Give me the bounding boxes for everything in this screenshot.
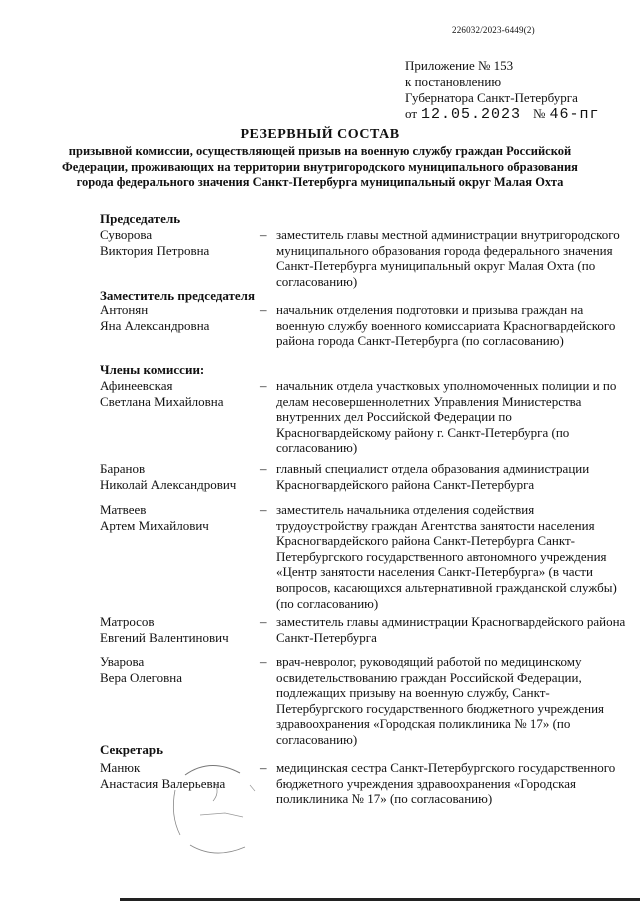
person-3-duty: начальник отдела участковых уполномоченных полиции и по делам несовершеннолетних Управления Министерства внутренних дел Российской Федерации по Красногвардейскому району г. Санкт-Петербурга (по согласованию) (276, 378, 617, 456)
person-7-duty: врач-невролог, руководящий работой по медицинскому освидетельствованию граждан Российской Федерации, подлежащих призыву на военную службу, Санкт-Петербургского государственного бюджетного учреждения здравоохранения «Городская поликлиника № 17» (по согласованию) (276, 654, 605, 747)
dash: – (260, 378, 267, 393)
dash: – (260, 302, 267, 317)
page-title: РЕЗЕРВНЫЙ СОСТАВ (240, 127, 400, 142)
document-number: 226032/2023-6449(2) (452, 25, 535, 35)
appendix-line-1: Приложение № 153 (405, 58, 514, 73)
person-surname: Матросов (100, 614, 155, 629)
section-chairman: Председатель (100, 211, 181, 226)
person-1 (100, 227, 209, 259)
dash: – (260, 614, 267, 629)
person-4 (100, 461, 236, 493)
bottom-scan-edge (120, 898, 640, 901)
section-deputy: Заместитель председателя (100, 288, 256, 303)
person-surname: Баранов (100, 461, 146, 476)
person-3 (100, 378, 224, 410)
person-5-duty: заместитель начальника отделения содействия трудоустройству граждан Агентства занятости населения Красногвардейского района Санкт-Петербурга Санкт-Петербургского государственного автономного учреждения «Центр занятости населения Санкт-Петербурга» (в части вопросов, касающихся альтернативной гражданской службы) (по согласованию) (276, 502, 617, 611)
person-surname: Манюк (100, 760, 141, 775)
person-surname: Афинеевская (100, 378, 173, 393)
appendix-line-3: Губернатора Санкт-Петербурга (405, 90, 578, 105)
dash: – (260, 760, 267, 775)
dash: – (260, 502, 267, 517)
person-1-duty: заместитель главы местной администрации внутригородского муниципального образования города федерального значения Санкт-Петербурга муниципальный округ Малая Охта (по согласованию) (276, 227, 620, 289)
resolution-number: 46-пг (549, 106, 600, 123)
person-2 (100, 302, 209, 334)
person-surname: Суворова (100, 227, 153, 242)
person-name: Яна Александровна (100, 318, 210, 333)
person-2-duty: начальник отделения подготовки и призыва граждан на военную службу военного комиссариата Красногвардейского района города Санкт-Петербурга (по согласованию) (276, 302, 616, 349)
appendix-block (405, 58, 599, 123)
faint-stamp-mark (155, 755, 265, 865)
person-surname: Антонян (100, 302, 149, 317)
person-8-duty: медицинская сестра Санкт-Петербургского государственного бюджетного учреждения здравоохранения «Городская поликлиника № 17» (по согласованию) (276, 760, 616, 807)
section-secretary: Секретарь (100, 742, 163, 757)
dash: – (260, 654, 267, 669)
person-surname: Матвеев (100, 502, 147, 517)
date-prefix: от (405, 106, 418, 121)
dash: – (260, 227, 267, 242)
number-label: № (533, 106, 546, 121)
person-4-duty: главный специалист отдела образования администрации Красногвардейского района Санкт-Петербурга (276, 461, 590, 492)
appendix-date-line (405, 106, 599, 123)
person-name: Анастасия Валерьевна (100, 776, 226, 791)
page-subtitle: призывной комиссии, осуществляющей призыв на военную службу граждан Российской Федерации, проживающих на территории внутригородского муниципального образования города федерального значения Санкт-Петербурга муниципальный округ Малая Охта (62, 144, 578, 189)
dash: – (260, 461, 267, 476)
person-name: Артем Михайлович (100, 518, 209, 533)
person-name: Светлана Михайловна (100, 394, 224, 409)
person-name: Николай Александрович (100, 477, 237, 492)
person-5 (100, 502, 209, 534)
section-members: Члены комиссии: (100, 362, 205, 377)
person-6-duty: заместитель главы администрации Красногвардейского района Санкт-Петербурга (276, 614, 626, 645)
person-6 (100, 614, 229, 646)
appendix-line-2: к постановлению (405, 74, 502, 89)
person-name: Вера Олеговна (100, 670, 182, 685)
person-name: Евгений Валентинович (100, 630, 229, 645)
resolution-date: 12.05.2023 (421, 106, 522, 123)
person-surname: Уварова (100, 654, 145, 669)
person-name: Виктория Петровна (100, 243, 210, 258)
person-7 (100, 654, 182, 686)
